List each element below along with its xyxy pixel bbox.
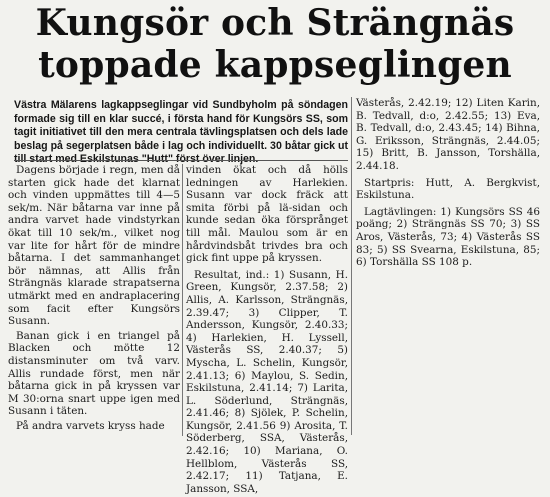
lead-paragraph: Västra Mälarens lagkappseglingar vid Sundbyholm på söndagen formade sig till en klar succé, i första hand för Kungsörs SS, som tagit initiativet till den mera centrala tävlingsplatsen och dels lade beslag på segerplatsen både i lag och individuellt. 30 båtar gick ut till start med Eskilstunas "Hutt" först över linjen. bbox=[14, 99, 348, 166]
paragraph: vinden ökat och då hölls ledningen av Harlekien. Susann var dock fräck att smita förbi på lä-sidan och kunde sedan öka försprånget till mål. Maulou som är en hårdvindsbåt trivdes bra och gick fint uppe på kryssen. bbox=[186, 164, 348, 265]
paragraph: På andra varvets kryss hade bbox=[16, 419, 165, 432]
headline-line-1: Kungsör och Strängnäs bbox=[35, 2, 515, 44]
headline-line-2: toppade kappseglingen bbox=[38, 44, 512, 86]
results-paragraph: Resultat, ind.: 1) Susann, H. Green, Kungsör, 2.37.58; 2) Allis, A. Karlsson, Strängnäs, 2.39.47; 3) Clipper, T. Andersson, Kungsör, 2.40.33; 4) Harlekien, H. Lyssell, Västerås SS, 2.40.37; 5) Myscha, L. Schelin, Kungsör, 2.41.13; 6) Maylou, S. Sedin, Eskilstuna, 2.41.14; 7) Larita, L. Söderlund, Strängnäs, 2.41.46; 8) Sjölek, P. Schelin, Kungsör, 2.41.56 9) Arosita, T. Söderberg, SSA, Västerås, 2.42.16; 10) Mariana, O. Hellblom, Västerås SS, 2.42.17; 11) Tatjana, E. Jansson, SSA, bbox=[186, 268, 348, 495]
column-divider-2 bbox=[351, 97, 352, 435]
text-column-2 bbox=[186, 164, 348, 497]
paragraph: Banan gick i en triangel på Blacken och mötte 12 distansminuter om två varv. Allis rundade först, men när båtarna gick in på kryssen var M 30:orna snart uppe igen med Susann i täten. bbox=[8, 329, 180, 418]
lead-divider bbox=[14, 160, 348, 161]
team-results-paragraph: Lagtävlingen: 1) Kungsörs SS 46 poäng; 2) Strängnäs SS 70; 3) SS Aros, Västerås, 73; 4) Västerås SS 83; 5) SS Svearna, Eskilstuna, 85; 6) Torshälla SS 108 p. bbox=[356, 205, 540, 269]
results-continued: Västerås, 2.42.19; 12) Liten Karin, B. Tedvall, d:o, 2.42.55; 13) Eva, B. Tedvall, d:o, 2.43.45; 14) Bihna, G. Eriksson, Strängnäs, 2.44.05; 15) Britt, B. Jansson, Torshälla, 2.44.18. bbox=[356, 97, 540, 172]
start-prize-paragraph: Startpris: Hutt, A. Bergkvist, Eskilstuna. bbox=[356, 176, 540, 202]
paragraph: Dagens började i regn, men då starten gick hade det klarnat och vinden uppmättes till 4—5 sek/m. När båtarna var inne på andra varvet hade vindstyrkan ökat till 10 sek/m., vilket nog var lite for hårt för de mindre båtarna. I det sammanhanget bör nämnas, att Allis från Strängnäs klarade strapatserna utmärkt med en andraplacering som facit efter Kungsörs Susann. bbox=[8, 164, 180, 328]
text-column-1 bbox=[8, 164, 180, 434]
text-column-3 bbox=[356, 97, 540, 271]
column-divider-1 bbox=[182, 164, 183, 436]
